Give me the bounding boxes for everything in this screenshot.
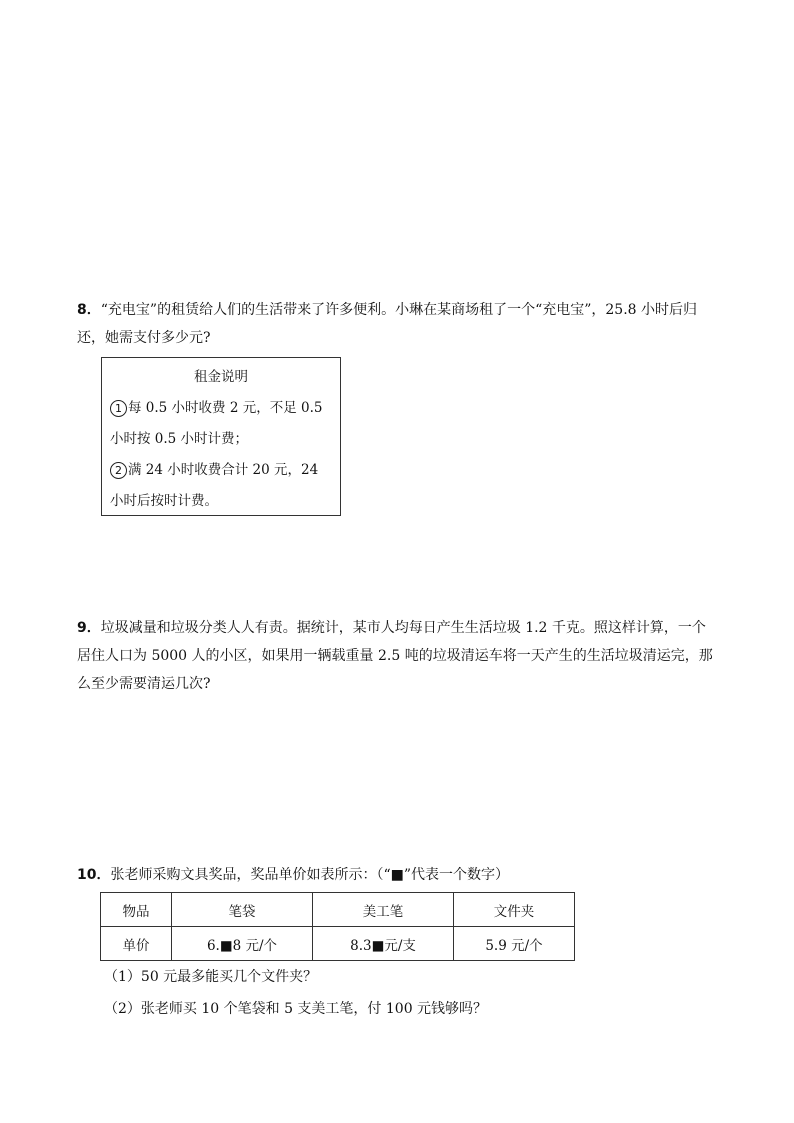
question-8 xyxy=(77,296,717,352)
rent-rules-box xyxy=(101,357,341,516)
sub-question-1: （1）50 元最多能买几个文件夹？ xyxy=(104,969,318,985)
table-cell: 物品 xyxy=(101,893,172,927)
table-cell: 单价 xyxy=(101,927,172,961)
question-number: 9． xyxy=(77,620,101,636)
rent-rule-1 xyxy=(110,393,332,455)
question-text: 张老师采购文具奖品，奖品单价如表所示：（“■”代表一个数字） xyxy=(110,867,510,883)
rent-rules-title: 租金说明 xyxy=(194,369,248,385)
table-cell: 文件夹 xyxy=(454,893,575,927)
question-9 xyxy=(77,614,717,698)
question-number: 10． xyxy=(77,867,111,883)
table-cell: 5.9 元/个 xyxy=(454,927,575,961)
question-10 xyxy=(77,861,717,889)
circled-number-2: 2 xyxy=(110,462,127,479)
table-header-row xyxy=(101,893,575,927)
question-text: “充电宝”的租赁给人们的生活带来了许多便利。小琳在某商场租了一个“充电宝”，25.8 小时后归还，她需支付多少元? xyxy=(77,302,697,346)
circled-number-1: 1 xyxy=(110,400,127,417)
table-cell: 6.■8 元/个 xyxy=(172,927,313,961)
rent-rule-2 xyxy=(110,455,332,517)
question-number: 8． xyxy=(77,302,101,318)
table-cell: 笔袋 xyxy=(172,893,313,927)
question-text: 垃圾减量和垃圾分类人人有责。据统计，某市人均每日产生生活垃圾 1.2 千克。照这样计算，一个居住人口为 5000 人的小区，如果用一辆载重量 2.5 吨的垃圾清运车将一天产生的生活垃圾清运完，那么至少需要清运几次? xyxy=(77,620,713,692)
price-table xyxy=(100,892,575,961)
table-cell: 美工笔 xyxy=(313,893,454,927)
table-cell: 8.3■元/支 xyxy=(313,927,454,961)
sub-question-2: （2）张老师买 10 个笔袋和 5 支美工笔，付 100 元钱够吗？ xyxy=(104,1001,488,1017)
rent-rule-2-text: 满 24 小时收费合计 20 元，24 小时后按时计费。 xyxy=(110,462,319,509)
table-row xyxy=(101,927,575,961)
rent-rule-1-text: 每 0.5 小时收费 2 元，不足 0.5 小时按 0.5 小时计费； xyxy=(110,400,323,447)
